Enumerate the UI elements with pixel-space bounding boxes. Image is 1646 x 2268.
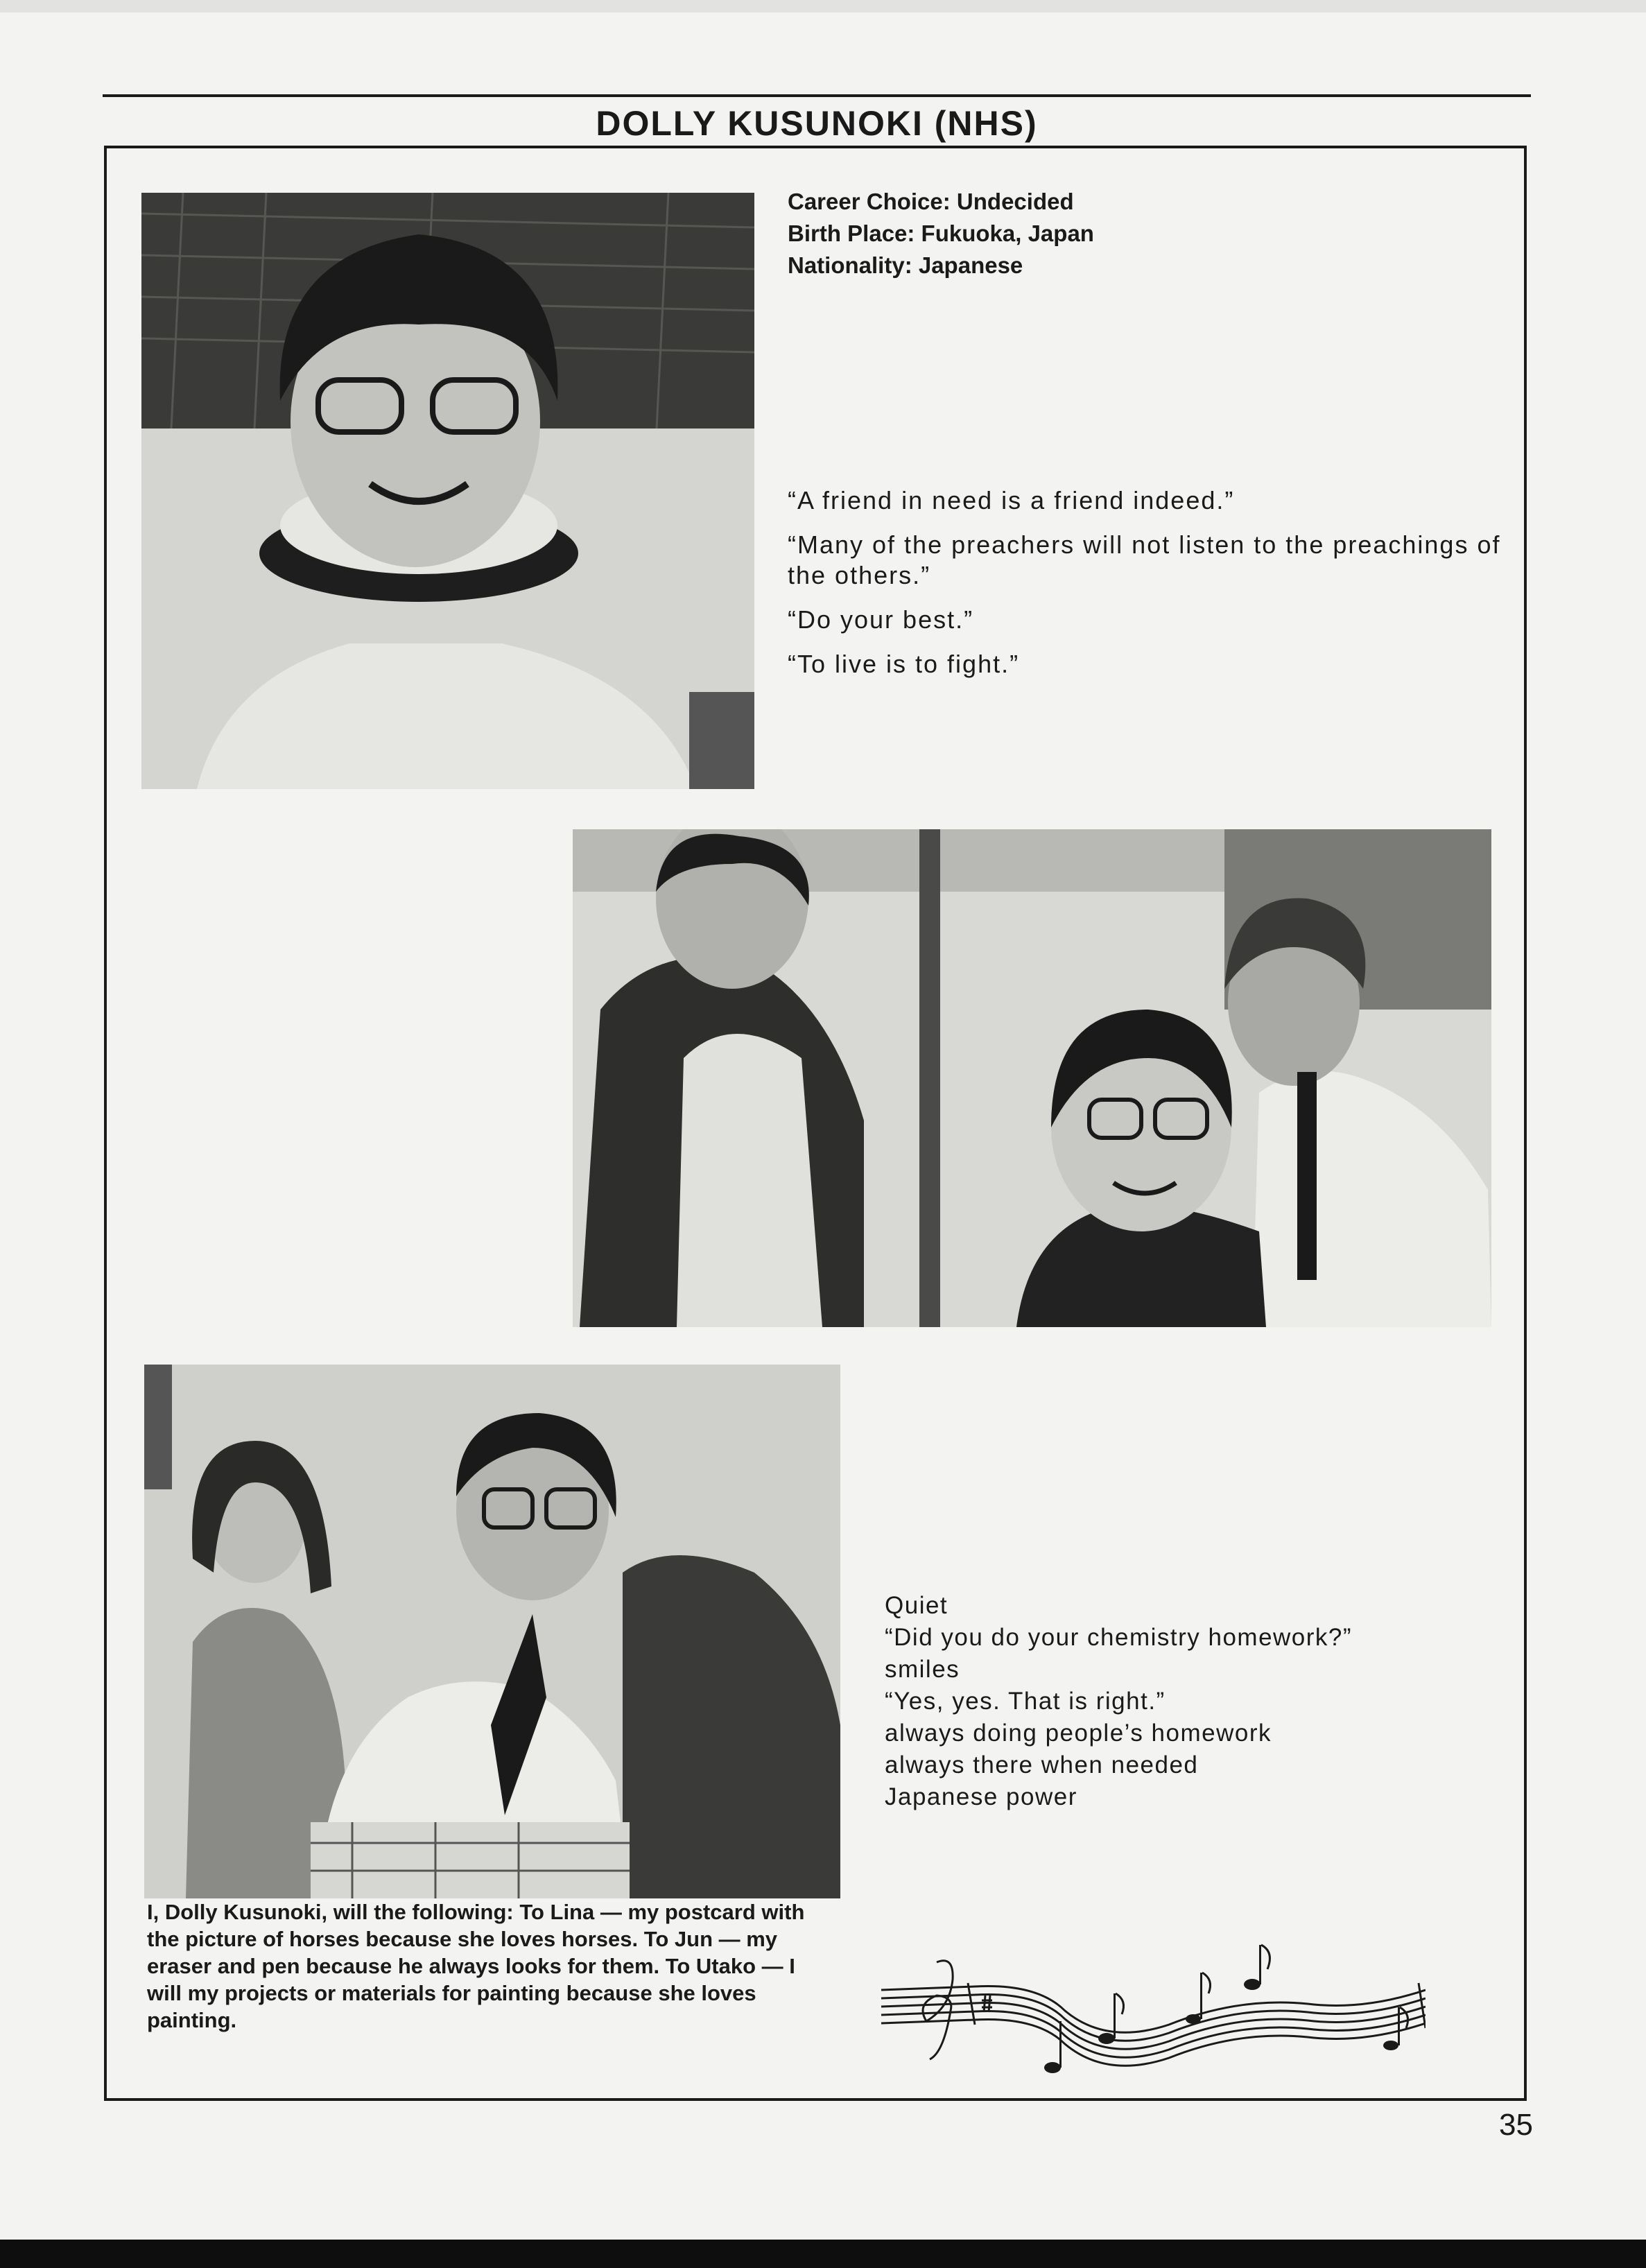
portrait-photo — [141, 193, 754, 789]
trait: Japanese power — [885, 1783, 1077, 1810]
group-photo — [573, 829, 1491, 1327]
trait: “Did you do your chemistry homework?” — [885, 1624, 1353, 1651]
traits-list — [885, 1590, 1352, 1813]
career-choice: Career Choice: Undecided — [788, 189, 1074, 214]
last-will-text: I, Dolly Kusunoki, will the following: To Lina — my postcard with the picture of horses because she loves horses. To Jun — my eraser and pen because he always looks for them. To Utako — I will my projects or materials for painting because she loves painting. — [147, 1900, 805, 2032]
nationality: Nationality: Japanese — [788, 252, 1023, 278]
page-title: DOLLY KUSUNOKI (NHS) — [596, 104, 1038, 143]
birth-place: Birth Place: Fukuoka, Japan — [788, 220, 1094, 246]
quote: “A friend in need is a friend indeed.” — [788, 486, 1235, 514]
music-ribbon-illustration — [878, 1941, 1426, 2087]
page-number: 35 — [1499, 2108, 1533, 2142]
quote: “Many of the preachers will not listen to the preachings of the others.” — [788, 530, 1501, 589]
quotes — [788, 485, 1502, 693]
scan-edge-top — [0, 0, 1646, 12]
profile-facts — [788, 186, 1094, 282]
quote: “Do your best.” — [788, 605, 974, 634]
trait: smiles — [885, 1656, 960, 1683]
trait: always there when needed — [885, 1751, 1199, 1778]
header-rule — [103, 94, 1531, 97]
trait: “Yes, yes. That is right.” — [885, 1688, 1166, 1715]
classroom-photo — [144, 1365, 840, 1898]
quote: “To live is to fight.” — [788, 650, 1020, 678]
scan-edge-bottom — [0, 2240, 1646, 2268]
trait: Quiet — [885, 1592, 948, 1619]
trait: always doing people’s homework — [885, 1720, 1272, 1747]
